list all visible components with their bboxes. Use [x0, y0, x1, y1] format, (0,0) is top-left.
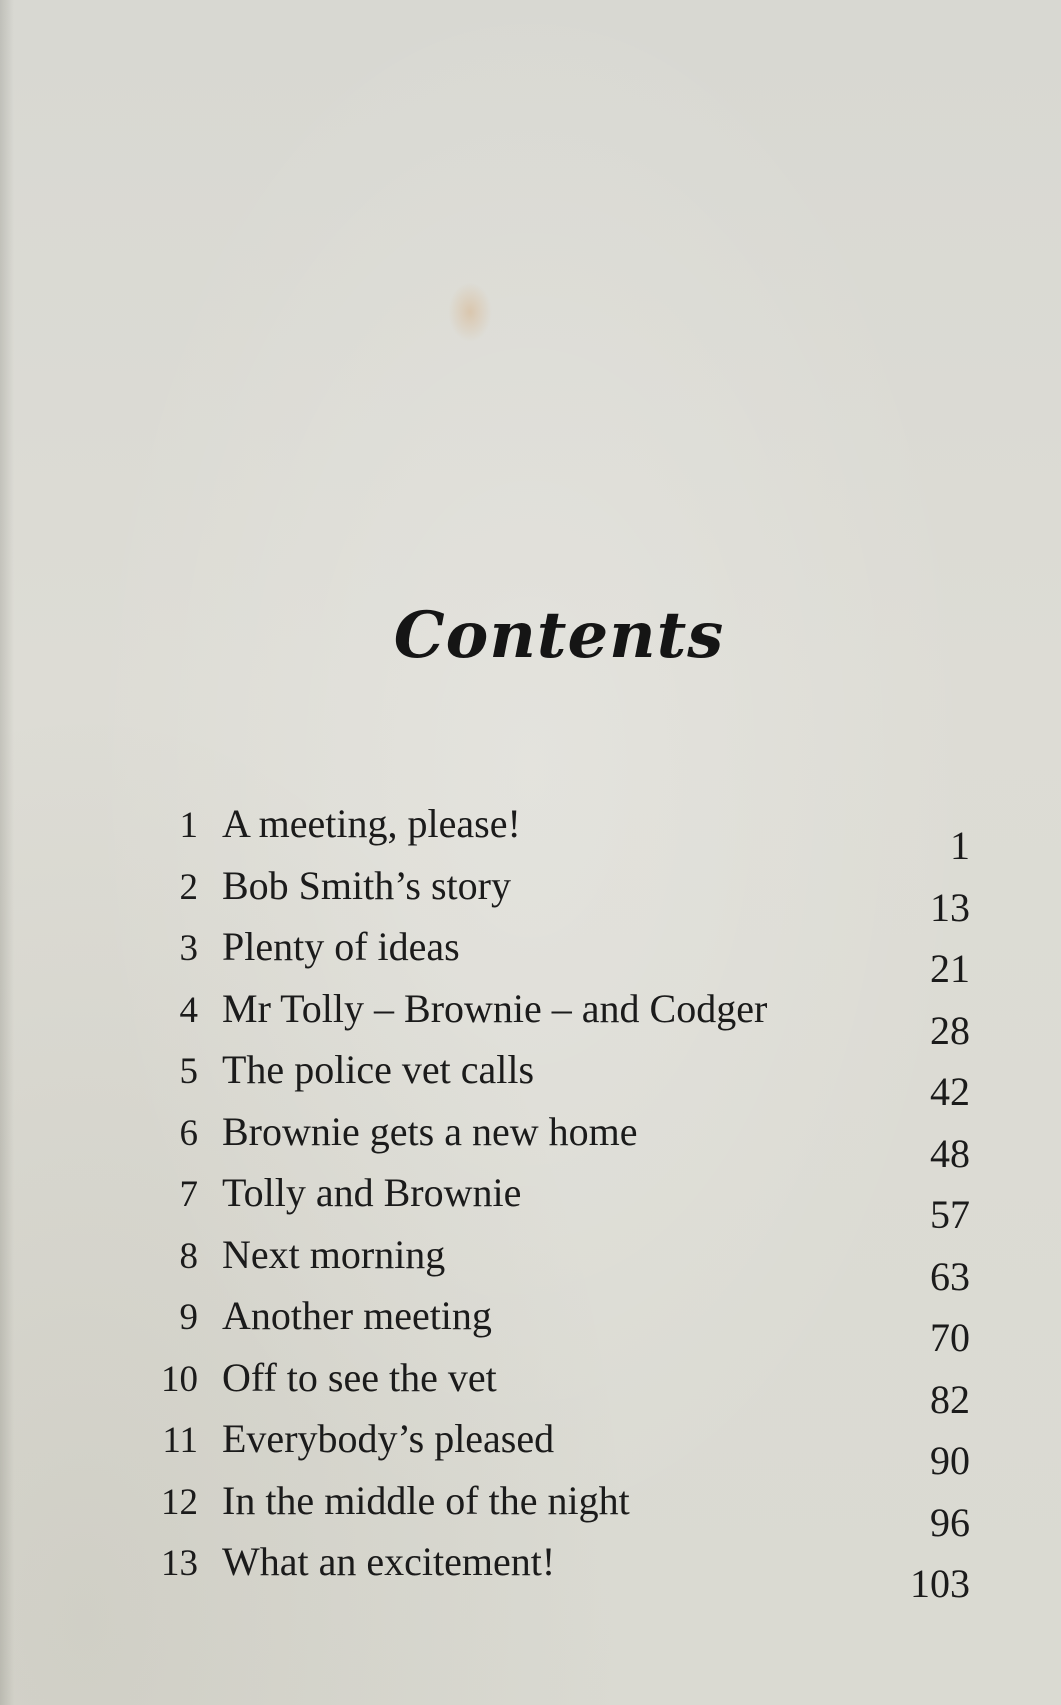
page-number: 70	[930, 1315, 970, 1360]
chapter-title: Another meeting	[222, 1293, 492, 1338]
page-number: 48	[930, 1130, 970, 1176]
toc-entry	[150, 1415, 970, 1483]
page-number: 103	[910, 1561, 970, 1606]
page-number: 82	[930, 1376, 970, 1422]
chapter-title: Bob Smith’s story	[222, 862, 511, 908]
toc-entry	[150, 1231, 970, 1299]
paper-stain	[448, 282, 492, 342]
toc-entry	[150, 862, 970, 930]
chapter-title: Off to see the vet	[222, 1354, 497, 1400]
page-number: 96	[930, 1499, 970, 1545]
chapter-number: 3	[179, 928, 198, 969]
toc-entry	[150, 1108, 970, 1176]
chapter-title: Tolly and Brownie	[222, 1170, 522, 1215]
toc-entry	[150, 1046, 970, 1114]
chapter-number: 6	[179, 1112, 198, 1154]
page-number: 63	[930, 1253, 970, 1299]
chapter-number: 7	[179, 1174, 198, 1215]
toc-entry	[150, 923, 970, 991]
chapter-title: The police vet calls	[222, 1047, 535, 1092]
chapter-number: 12	[161, 1481, 198, 1523]
page-edge-shadow	[0, 0, 14, 1705]
page-number: 13	[930, 884, 970, 930]
page-number: 57	[930, 1192, 970, 1237]
chapter-number: 5	[179, 1051, 198, 1092]
toc-entry	[150, 985, 970, 1053]
chapter-title: A meeting, please!	[222, 801, 521, 846]
toc-entry	[150, 1354, 970, 1422]
chapter-title: In the middle of the night	[222, 1477, 630, 1523]
chapter-number: 11	[162, 1420, 198, 1461]
contents-heading: Contents	[393, 598, 725, 673]
chapter-number: 10	[161, 1358, 198, 1400]
toc-entry	[150, 1169, 970, 1237]
page-number: 42	[930, 1069, 970, 1114]
chapter-number: 1	[179, 805, 198, 846]
chapter-title: Plenty of ideas	[222, 924, 460, 969]
table-of-contents	[150, 800, 970, 1606]
chapter-title: Brownie gets a new home	[222, 1108, 638, 1154]
toc-entry	[150, 1292, 970, 1360]
chapter-number: 2	[179, 866, 198, 908]
toc-entry	[150, 1477, 970, 1545]
page-number: 90	[930, 1438, 970, 1483]
page-number: 28	[930, 1007, 970, 1053]
chapter-number: 9	[179, 1297, 198, 1338]
chapter-number: 13	[161, 1543, 198, 1584]
page-number: 21	[930, 946, 970, 991]
toc-entry	[150, 800, 970, 868]
chapter-number: 4	[179, 989, 198, 1031]
page-number: 1	[950, 823, 970, 868]
chapter-title: Everybody’s pleased	[222, 1416, 555, 1461]
chapter-number: 8	[179, 1235, 198, 1277]
chapter-title: Next morning	[222, 1231, 446, 1277]
chapter-title: Mr Tolly – Brownie – and Codger	[222, 985, 768, 1031]
toc-entry	[150, 1538, 970, 1606]
chapter-title: What an excitement!	[222, 1539, 556, 1584]
